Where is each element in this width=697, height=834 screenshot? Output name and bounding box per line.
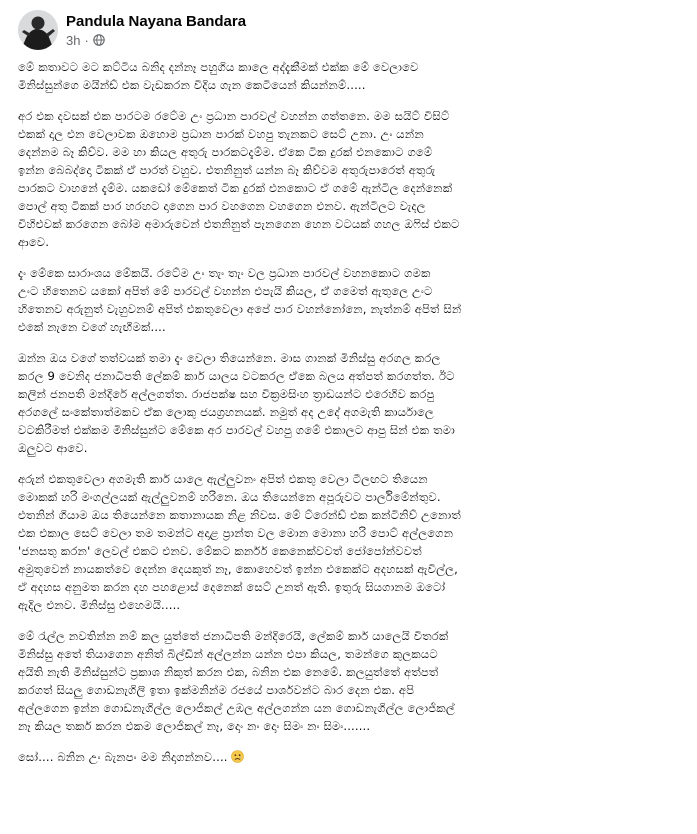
post-header — [18, 10, 246, 50]
profile-photo-icon — [18, 10, 58, 50]
post-paragraph: අරුන් එකතුවෙලා අගමැති කාර් යාලෙ ඇල්ලුවනං අපිත් එකතු වෙලා ටීලඟට තියෙන මොකක් හරි මංගල්ලයක් ඇල්ලුවනම් හරිනෙ. ඔය තියෙන්නෙ අපූරුවට පාර්ලිමේන්තුව. එතනින් ගියාම ඔය තියෙන්නෙ කතානායක නිළ නිවස. මේ ට්රෙන්ඩ් එක කන්ටිනිව් උනොත් එක එකාල සෙට් වෙලා තම තමන්ට අදාළ ප්‍රාන්ත වල මොන මොනා හරි පොට් අල්ලගෙන 'ජනසතු කරන' ලෙවල් එකට එනව. මේකට කර්නර් කෙනෙක්වවත් ජෝපෝන්වවත් අමුතුවෙන් නායකත්වෙ දෙන්න දෙයකුත් නෑ, කොහෙවත් ඉන්න එකෙක්ට අදහසක් ඇවිල්ල, ඒ අදහස අනුමත කරන දහ පහළොස් දෙනෙක් සෙට් උනත් ඇති. ඉතුරු සියගානම ඔටෝ ඇදිල එනව. මිනිස්සු එහෙමයි..... — [18, 472, 461, 612]
post-meta — [66, 12, 246, 49]
post-closing-paragraph — [18, 748, 682, 766]
post-body — [18, 58, 682, 766]
separator-dot: · — [84, 32, 89, 48]
post-paragraph: දැං මේකෙ සාරාංශය මේකයි. රටේම උං තැං තැං වල ප්‍රධාන පාරවල් වහනකොට ගමක උංට හිතෙනව යකෝ අපිත් මේ පාරවල් වහන්න එපැයි කියල, ඒ ගමෙත් ඇතුලෙ උංට හිතෙනව අරුනුත් වැහුවනම් අපිත් එකතුවෙලා අපේ පාර වහන්නෝනෙ, නැත්නම් අපිත් සින් එකේ නැනෙ වගේ හැඟීමක්.... — [18, 266, 462, 334]
post-paragraph: ඔන්න ඔය වගේ තත්වයක් තමා දැං වෙලා තියෙන්නෙ. මාස ගානක් මිනිස්සු අරගල කරල කරල 9 වෙනිද ජනාධිපති ලේකම් කාර් යාලය වටකරල ඒකෙ බලය අත්පත් කරගත්ත. ඊට කලින් ජනපති මන්දිරේ අල්ලගත්ත. රාජපක්ෂ සහ වික්‍රමසිංහ ත්‍රාඩයන්ට එරෙහිව කරපු අරගලේ සංකේතාත්මකව ඒක ලොකු ජයග්‍රහනයක්. නමුත් අද උදේ අගමැති කාර්යාලෙ වටකිරීමත් එක්කම මිනිස්සුන්ට මේකෙ අර පාරවල් වහපු ගමේ එකාලට ආපු සින් එක තමා ඔලුවට ආවෙ. — [18, 351, 455, 455]
post-subline — [66, 32, 246, 49]
post-paragraph: මේ රැල්ල නවතින්න නම් කල යුත්තේ ජනාධිපති මන්දිරෙයි, ලේකම් කාර් යාලෙයි විතරක් මිනිස්සු අතේ තියාගෙන අනිත් බිල්ඩින් අල්ලන්න යන්න එපා කියල, තමන්ගෙ කුලකයට අයිති නැති මිනිස්සුන්ට ප්‍රකාශ නිකුත් කරන එක, බනින එක නෙමේ. කලයුත්තේ අත්පත් කරගත් සියලු ගොඩනැගිලි ඉතා ඉක්මනින්ම රජයේ පාර්ශවන්ට බාර දෙන එක. අපි අල්ලගෙන ඉන්න ගොඩනැගිල්ල ලොජිකල් උඹල අල්ලගන්න යන ගොඩනැගිල්ල ලොජිකල් නෑ කියල තර්ක කරන එකම ලොජිකල් නෑ, දොං නං දොං සිමං නං සිමං....... — [18, 629, 455, 733]
sad-face-emoji-icon — [231, 750, 244, 763]
post-paragraph: අර එක දවසක් එක පාරටම රටේම උං ප්‍රධාන පාරවල් වහන්න ගත්තනෙ. මම සයිට් විසිට් එකක් දාල එන වෙලාවක ඔහොම ප්‍රධාන පාරක් වහපු තැනකට සෙට් උනා. උං යන්න දෙන්නම බෑ කිව්ව. මම හා කියල අතුරු පාරකටදැම්ම. ඒකෙ ටික දුරක් එනකොට ගමේ ඉන්න බෙබද්දො ටිකක් ඒ පාරත් වහුව. එතනිනුත් යන්න බෑ කිව්වම අතුරුපාරෙත් අතුරු පාරකට වාහනේ දැම්ම. යකඩෝ මේකෙත් ටික දුරක් එනකොට ඒ ගමේ ඇන්ටිල දෙන්නෙක් පොල් අතු ටිකක් පාර හරහට දාගෙන පාර වහගෙන වහගෙන එනව. ඇන්ටිලට වැදල විහිළුවක් කරගෙන බෝම අමාරුවෙන් එතනිනුත් පැනගෙන හෙන වටයක් ගහල ඔෆිස් එකට ආවෙ. — [18, 109, 460, 249]
avatar[interactable] — [18, 10, 58, 50]
post-paragraph: මේ කතාවට මට කට්ටිය බනිද දන්නෑ පහුගිය කාලෙ අද්දැකීමක් එක්ක මේ වෙලාවෙ මිනිස්සුන්ගෙ මයින්ඩ් එක වැඩකරන විදිය ගැන කෙටියෙන් කියන්නම්..... — [18, 60, 419, 92]
closing-text: සෝ.... බනින උං බැනපං මම නිදාගන්නව.... — [18, 750, 228, 764]
author-name[interactable]: Pandula Nayana Bandara — [66, 12, 247, 30]
globe-icon[interactable] — [93, 34, 105, 46]
post-timestamp[interactable]: 3h — [66, 32, 81, 48]
